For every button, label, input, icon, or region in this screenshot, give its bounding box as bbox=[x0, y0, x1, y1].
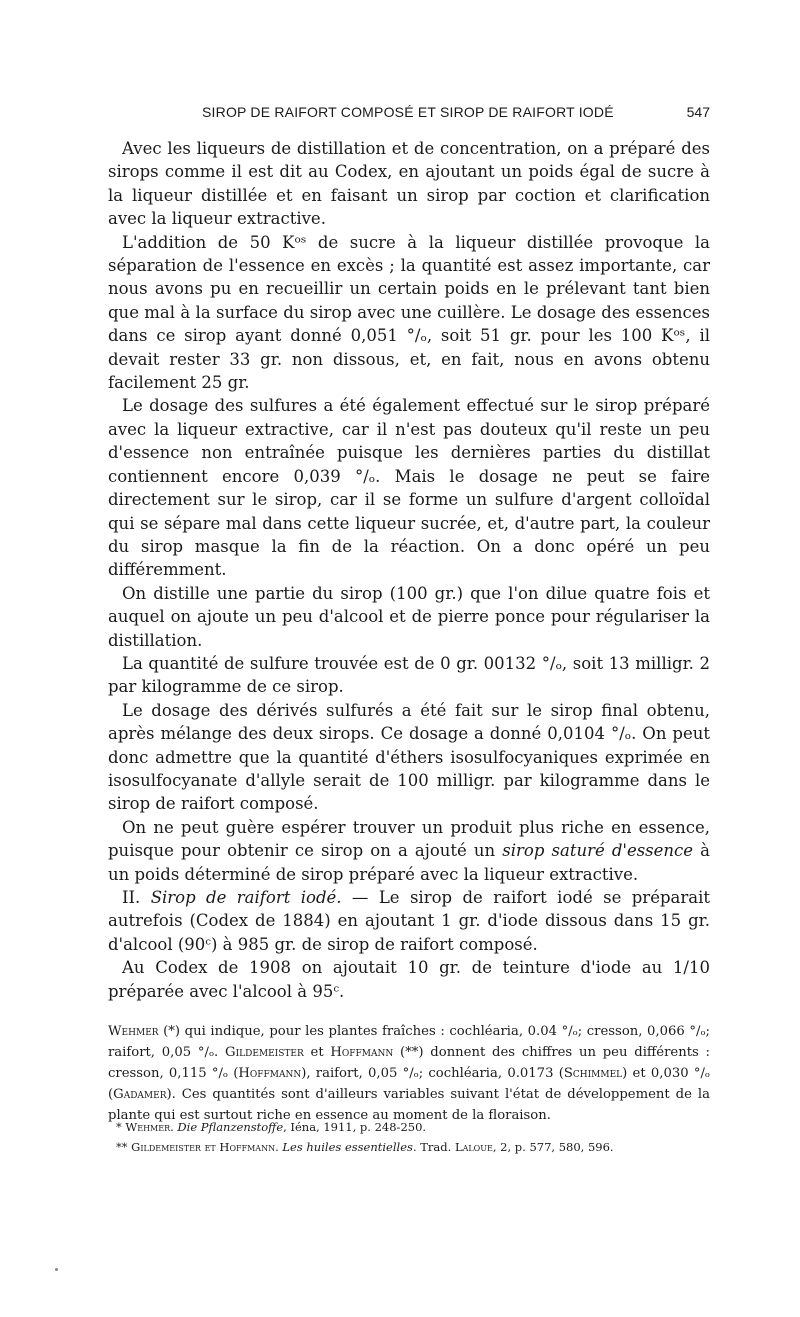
footnote-2-sep: . bbox=[275, 1140, 283, 1154]
body-text bbox=[108, 137, 710, 1003]
paragraph-7-text-b: à un poids déterminé de sirop préparé avec la liqueur extractive. bbox=[108, 841, 710, 884]
author-wehmer: Wehmer bbox=[108, 1024, 159, 1039]
footnote-1-author: Wehmer bbox=[125, 1120, 171, 1134]
note-text-5: ) et 0,030 °/ₒ ( bbox=[108, 1066, 710, 1102]
footnote-2 bbox=[116, 1137, 710, 1157]
paragraph-5: La quantité de sulfure trouvée est de 0 gr. 00132 °/ₒ, soit 13 milligr. 2 par kilogramme de ce sirop. bbox=[108, 653, 710, 697]
footnote-1-rest: , Iéna, 1911, p. 248-250. bbox=[283, 1120, 427, 1134]
footnotes bbox=[116, 1117, 710, 1157]
paragraph-7-italic: sirop saturé d'essence bbox=[502, 841, 694, 861]
footnote-2-rest: , 2, p. 577, 580, 596. bbox=[492, 1140, 614, 1154]
paragraph-1: Avec les liqueurs de distillation et de concentration, on a préparé des sirops comme il est dit au Codex, en ajoutant un poids égal de sucre à la liqueur distillée et en faisant un sirop par coction et clarification avec la liqueur extractive. bbox=[108, 139, 710, 229]
author-schimmel: Schimmel bbox=[563, 1066, 623, 1081]
note-text-1: (*) qui indique, pour les plantes fraîches : cochléaria, 0.04 °/ₒ; cresson, 0,066 °/ₒ; raifort, 0,05 °/ₒ. bbox=[108, 1024, 710, 1060]
note-text-4: ), raifort, 0,05 °/ₒ; cochléaria, 0.0173 ( bbox=[301, 1066, 564, 1081]
author-gildemeister: Gildemeister bbox=[225, 1045, 304, 1060]
section-number: II. bbox=[122, 888, 151, 907]
note-text-6: ). Ces quantités sont d'ailleurs variables suivant l'état de développement de la plante qui est surtout riche en essence au moment de la floraison. bbox=[108, 1087, 710, 1123]
author-hoffmann-2: Hoffmann bbox=[238, 1066, 302, 1081]
footnote-2-translator: Laloue bbox=[454, 1140, 493, 1154]
author-hoffmann: Hoffmann bbox=[330, 1045, 394, 1060]
footnote-2-mid: . Trad. bbox=[412, 1140, 455, 1154]
author-gadamer: Gadamer bbox=[113, 1087, 167, 1102]
paragraph-7-text-a: On ne peut guère espérer trouver un produit plus riche en essence, puisque pour obtenir ce sirop on a ajouté un bbox=[108, 817, 710, 861]
paragraph-8-text: — Le sirop de raifort iodé se préparait autrefois (Codex de 1884) en ajoutant 1 gr. d'iode dissous dans 15 gr. d'alcool (90ᶜ) à 985 gr. de sirop de raifort composé. bbox=[108, 888, 710, 954]
paragraph-7 bbox=[108, 816, 710, 886]
footnote-2-title: Les huiles essentielles bbox=[282, 1140, 413, 1154]
section-title: Sirop de raifort iodé. bbox=[150, 888, 342, 907]
paragraph-8 bbox=[108, 886, 710, 956]
note-text-3: (**) donnent des chiffres un peu différents : cresson, 0,115 °/ₒ ( bbox=[108, 1045, 710, 1081]
note-block bbox=[108, 1021, 710, 1126]
scan-speck bbox=[55, 1268, 58, 1271]
footnote-1 bbox=[116, 1117, 710, 1137]
paragraph-9: Au Codex de 1908 on ajoutait 10 gr. de teinture d'iode au 1/10 préparée avec l'alcool à 95ᶜ. bbox=[108, 958, 710, 1001]
paragraph-2: L'addition de 50 Kᵒˢ de sucre à la liqueur distillée provoque la séparation de l'essence en excès ; la quantité est assez importante, car nous avons pu en recueillir un certain poids en le prélevant tant bien que mal à la surface du sirop avec une cuillère. Le dosage des essences dans ce sirop ayant donné 0,051 °/ₒ, soit 51 gr. pour les 100 Kᵒˢ, il devait rester 33 gr. non dissous, et, en fait, nous en avons obtenu facilement 25 gr. bbox=[108, 232, 710, 393]
paragraph-6: Le dosage des dérivés sulfurés a été fait sur le sirop final obtenu, après mélange des deux sirops. Ce dosage a donné 0,0104 °/ₒ. On peut donc admettre que la quantité d'éthers isosulfocyaniques exprimée en isosulfocyanate d'allyle serait de 100 milligr. par kilogramme dans le sirop de raifort composé. bbox=[108, 700, 710, 814]
running-title: SIROP DE RAIFORT COMPOSÉ ET SIROP DE RAIFORT IODÉ bbox=[202, 104, 614, 120]
paragraph-4: On distille une partie du sirop (100 gr.) que l'on dilue quatre fois et auquel on ajoute un peu d'alcool et de pierre ponce pour régulariser la distillation. bbox=[108, 583, 710, 650]
paragraph-3: Le dosage des sulfures a été également effectué sur le sirop préparé avec la liqueur extractive, car il n'est pas douteux qu'il reste un peu d'essence non entraînée puisque les dernières parties du distillat contiennent encore 0,039 °/ₒ. Mais le dosage ne peut se faire directement sur le sirop, car il se forme un sulfure d'argent colloïdal qui se sépare mal dans cette liqueur sucrée, et, d'autre part, la couleur du sirop masque la fin de la réaction. On a donc opéré un peu différemment. bbox=[108, 396, 710, 580]
note-paragraph bbox=[108, 1021, 710, 1126]
footnote-2-author: Gildemeister et Hoffmann bbox=[131, 1140, 276, 1154]
note-text-2: et bbox=[303, 1045, 331, 1060]
footnote-1-mark: * bbox=[116, 1120, 126, 1134]
footnote-2-mark: ** bbox=[116, 1140, 132, 1154]
running-head bbox=[108, 100, 710, 124]
footnote-1-title: Die Pflanzenstoffe bbox=[177, 1120, 284, 1134]
footnote-1-sep: . bbox=[170, 1120, 178, 1134]
page-number: 547 bbox=[686, 104, 710, 120]
